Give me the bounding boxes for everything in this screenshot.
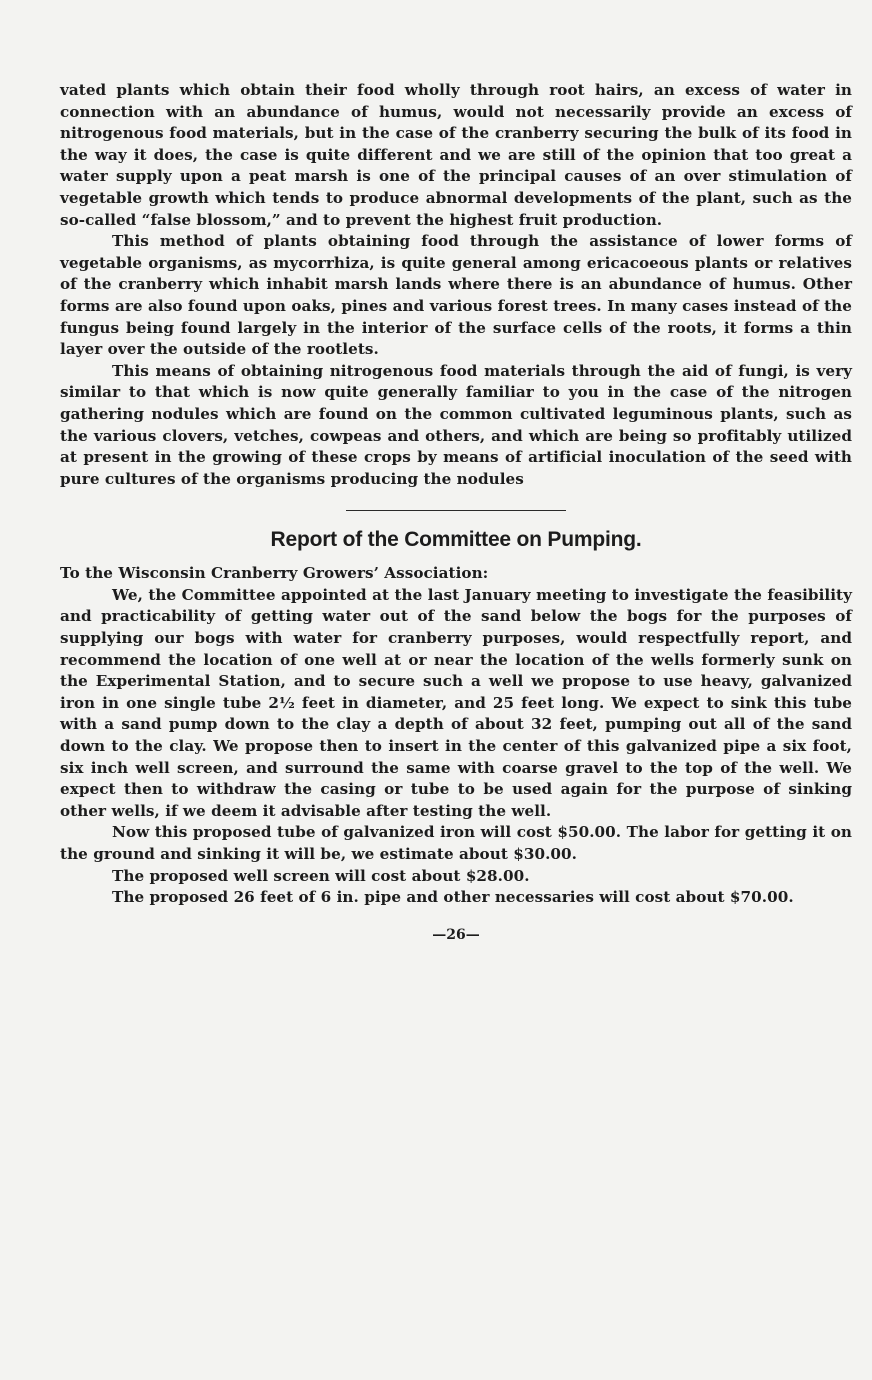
page-number: —26—	[432, 926, 480, 943]
section-heading: Report of the Committee on Pumping.	[270, 528, 642, 552]
paragraph-mycorrhiza: This method of plants obtaining food through the assistance of lower forms of vegetable organisms, as mycorrhiza, is quite general among ericacoeous plants or relatives of the cranberry which inhabit marsh lands where there is an abundance of humus. Other forms are also found upon oaks, pines and various forest trees. In many cases instead of the fungus being found largely in the interior of the surface cells of the roots, it forms a thin layer over the outside of the rootlets.	[60, 232, 852, 359]
paragraph-screen-cost: The proposed well screen will cost about $28.00.	[112, 866, 530, 885]
paragraph-continuation: vated plants which obtain their food wholly through root hairs, an excess of water in connection with an abundance of humus, would not necessarily provide an excess of nitrogenous food materials, but in the case of the cranberry securing the bulk of its food in the way it does, the case is quite different and we are still of the opinion that too great a water supply upon a peat marsh is one of the principal causes of an over stimulation of vegetable growth which tends to produce abnormal developments of the plant, such as the so-called “false blossom,” and to prevent the highest fruit production.	[60, 81, 852, 229]
salutation: To the Wisconsin Cranberry Growers’ Association:	[60, 564, 489, 583]
paragraph-pipe-cost: The proposed 26 feet of 6 in. pipe and other necessaries will cost about $70.00.	[112, 888, 794, 907]
paragraph-tube-cost: Now this proposed tube of galvanized iron will cost $50.00. The labor for getting it on the ground and sinking it will be, we estimate about $30.00.	[60, 823, 852, 863]
paragraph-nodules: This means of obtaining nitrogenous food materials through the aid of fungi, is very similar to that which is now quite generally familiar to you in the case of the nitrogen gathering nodules which are found on the common cultivated leguminous plants, such as the various clovers, vetches, cowpeas and others, and which are being so profitably utilized at present in the growing of these crops by means of artificial inoculation of the seed with pure cultures of the organisms producing the nodules	[60, 361, 852, 488]
section-divider	[346, 510, 566, 511]
paragraph-recommendation: We, the Committee appointed at the last January meeting to investigate the feasibility and practicability of getting water out of the sand below the bogs for the purposes of supplying our bogs with water for cranberry purposes, would respectfully report, and recommend the location of one well at or near the location of the wells formerly sunk on the Experimental Station, and to secure such a well we propose to use heavy, galvanized iron in one single tube 2½ feet in diameter, and 25 feet long. We expect to sink this tube with a sand pump down to the clay a depth of about 32 feet, pumping out all of the sand down to the clay. We propose then to insert in the center of this galvanized pipe a six foot, six inch well screen, and surround the same with coarse gravel to the top of the well. We expect then to withdraw the casing or tube to be used again for the purpose of sinking other wells, if we deem it advisable after testing the well.	[60, 585, 852, 820]
